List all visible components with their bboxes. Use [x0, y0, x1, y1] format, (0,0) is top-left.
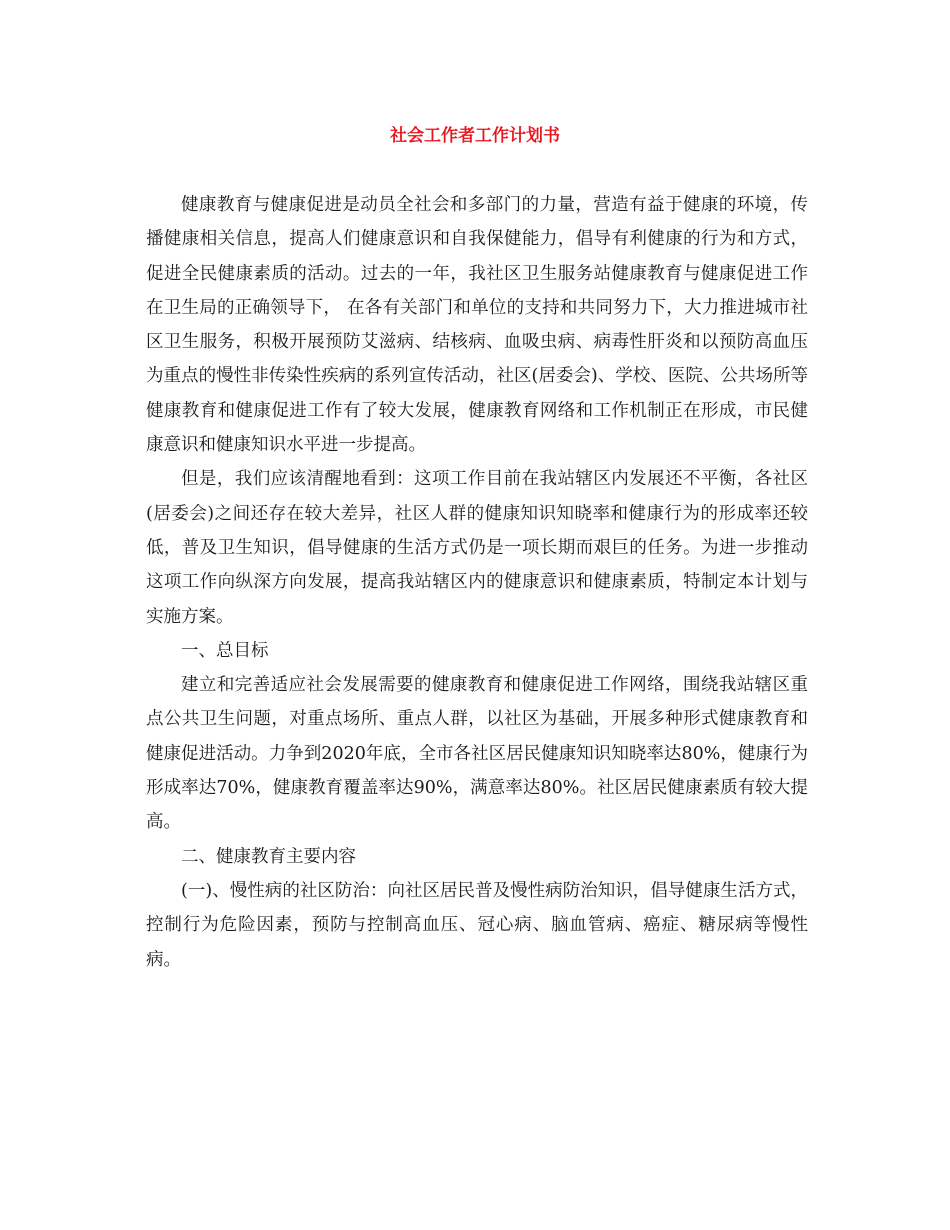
- paragraph-problems: 但是，我们应该清醒地看到：这项工作目前在我站辖区内发展还不平衡，各社区(居委会)之间还存在较大差异，社区人群的健康知识知晓率和健康行为的形成率还较低，普及卫生知识，倡导健康的生活方式仍是一项长期而艰巨的任务。为进一步推动这项工作向纵深方向发展，提高我站辖区内的健康意识和健康素质，特制定本计划与实施方案。: [146, 469, 808, 627]
- paragraph-intro: 健康教育与健康促进是动员全社会和多部门的力量，营造有益于健康的环境，传播健康相关信息，提高人们健康意识和自我保健能力，倡导有利健康的行为和方式，促进全民健康素质的活动。过去的一年，我社区卫生服务站健康教育与健康促进工作在卫生局的正确领导下， 在各有关部门和单位的支持和共同努力下，大力推进城市社区卫生服务，积极开展预防艾滋病、结核病、血吸虫病、病毒性肝炎和以预防高血压为重点的慢性非传染性疾病的系列宣传活动，社区(居委会)、学校、医院、公共场所等健康教育和健康促进工作有了较大发展，健康教育网络和工作机制正在形成，市民健康意识和健康知识水平进一步提高。: [146, 195, 808, 456]
- section-heading-general-goal: 一、总目标: [181, 640, 269, 661]
- paragraph-general-goal: 建立和完善适应社会发展需要的健康教育和健康促进工作网络，围绕我站辖区重点公共卫生问题，对重点场所、重点人群，以社区为基础，开展多种形式健康教育和健康促进活动。力争到2020年底，全市各社区居民健康知识知晓率达80%，健康行为形成率达70%，健康教育覆盖率达90%，满意率达80%。社区居民健康素质有较大提高。: [146, 675, 808, 833]
- document-title: 社会工作者工作计划书: [390, 126, 560, 146]
- section-heading-main-content: 二、健康教育主要内容: [181, 846, 356, 867]
- paragraph-chronic-disease: (一)、慢性病的社区防治：向社区居民普及慢性病防治知识，倡导健康生活方式，控制行为危险因素，预防与控制高血压、冠心病、脑血管病、癌症、糖尿病等慢性病。: [146, 880, 808, 970]
- document-body: [146, 188, 808, 977]
